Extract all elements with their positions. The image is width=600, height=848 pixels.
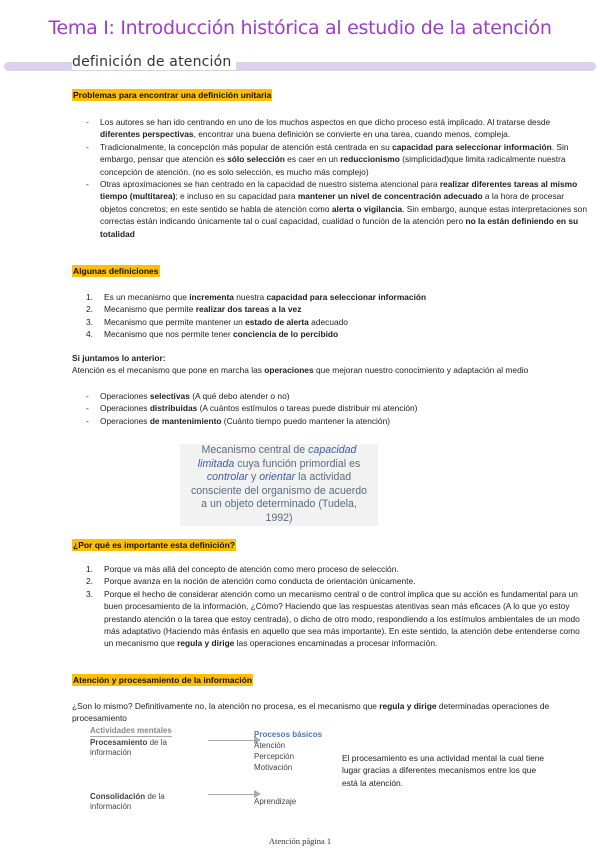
operaciones-list: [86, 390, 590, 427]
procesamiento-paragraph: ¿Son lo mismo? Definitivamente no, la atención no procesa, es el mecanismo que regula y dirige determinadas operaciones de procesamiento: [72, 701, 550, 724]
page-footer: Atención página 1: [268, 836, 332, 846]
section-heading-definiciones: Algunas definiciones: [73, 266, 159, 276]
section-heading-procesamiento: Atención y procesamiento de la información: [73, 675, 253, 685]
definiciones-list: [86, 291, 590, 341]
list-item: 1. Es un mecanismo que incrementa nuestra capacidad para seleccionar información: [86, 292, 427, 302]
fig-atencion: Atención: [254, 741, 286, 750]
list-item: - Tradicionalmente, la concepción más popular de atención está centrada en su capacidad para seleccionar información. Sin embargo, pensar que atención es sólo selección es caer en un reduccionismo (simplicidad)que limita radicalmente nuestra concepción de atención. (no es solo selección, es mucho más complejo): [86, 141, 590, 178]
subtitle: definición de atención: [72, 54, 236, 70]
page-title: Tema I: Introducción histórica al estudio de la atención: [48, 17, 552, 39]
list-item: - Operaciones selectivas (A qué debo atender o no): [86, 390, 590, 402]
section-heading-problemas: Problemas para encontrar una definición unitaria: [73, 90, 272, 100]
fig-actividades-label: Actividades mentales: [90, 726, 172, 735]
fig-procesos-label: Procesos básicos: [254, 730, 323, 739]
figure-side-text: El procesamiento es una actividad mental la cual tiene lugar gracias a diferentes mecanismos entre los que está la atención.: [342, 753, 545, 788]
fig-percepcion: Percepción: [254, 752, 295, 761]
list-item: 2. Porque avanza en la noción de atención como conducta de orientación únicamente.: [86, 576, 416, 587]
fig-arrow-line: [208, 740, 258, 741]
list-item: - Otras aproximaciones se han centrado en la capacidad de nuestro sistema atencional para realizar diferentes tareas al mismo tiempo (multitarea); e incluso en su capacidad para mantener un nivel de concentración adecuado a la hora de procesar objetos concretos; en este sentido se habla de atención como alerta o vigilancia. Sin embargo, aunque estas interpretaciones son correctas están indicando únicamente tal o cual capacidad, cualidad o función de la atención pero no la están definiendo en su totalidad: [86, 178, 590, 240]
fig-motivacion: Motivación: [254, 763, 293, 772]
list-item: 1. Porque va más allá del concepto de atención como mero proceso de selección.: [86, 564, 399, 574]
importante-list: [86, 563, 590, 650]
juntamos-block: Si juntamos lo anterior: Atención es el mecanismo que pone en marcha las operaciones que mejoran nuestro conocimiento y adaptación al medio: [72, 353, 529, 376]
processing-figure: [90, 726, 340, 830]
list-item: 3. Mecanismo que permite mantener un estado de alerta adecuado: [86, 316, 348, 327]
list-item: 2. Mecanismo que permite realizar dos tareas a la vez: [86, 304, 302, 315]
list-item: 3. Porque el hecho de considerar atención como un mecanismo central o de control implica que su acción es fundamental para un buen procesamiento de la información, ¿Cómo? Haciendo que las respuestas atentivas sean más eficaces (A lo que yo estoy prestando atención o la tarea que estoy centrada), o dicho de otro modo, respondiendo a los estímulos ambientales de un modo más adaptativo (Haciendo más énfasis en aquello que sea más importante). En este sentido, la atención debe entenderse como un mecanismo que regula y dirige las operaciones encaminadas a procesar información.: [86, 588, 580, 649]
fig-aprendizaje: Aprendizaje: [254, 797, 297, 806]
fig-procesamiento: Procesamiento de la información: [90, 738, 167, 757]
definition-quote-box: Mecanismo central de capacidad limitada cuya función primordial es controlar y orientar la actividad consciente del organismo de acuerdo a un objeto determinado (Tudela, 1992): [180, 444, 378, 526]
list-item: - Operaciones de mantenimiento (Cuánto tiempo puedo mantener la atención): [86, 415, 590, 427]
section-heading-importante: ¿Por qué es importante esta definición?: [73, 540, 235, 550]
fig-arrow-line-2: [208, 794, 258, 795]
problemas-list: [86, 116, 590, 240]
list-item: - Operaciones distribuidas (A cuántos estímulos o tareas puede distribuir mi atención): [86, 402, 590, 414]
list-item: - Los autores se han ido centrando en uno de los muchos aspectos en que dicho proceso está implicado. Al tratarse desde diferentes perspectivas, encontrar una buena definición se convierte en una tarea, cuando menos, compleja.: [86, 116, 590, 141]
list-item: 4. Mecanismo que nos permite tener conciencia de lo percibido: [86, 329, 339, 340]
fig-consolidacion: Consolidación de la información: [90, 792, 165, 811]
